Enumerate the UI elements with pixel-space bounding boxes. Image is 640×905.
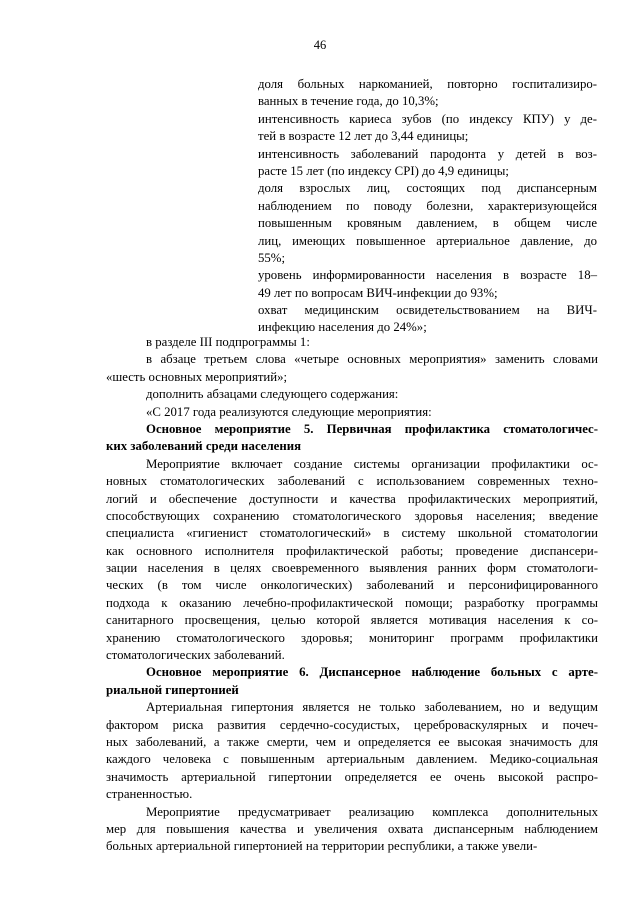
paragraph <box>106 804 598 856</box>
text-line: ных заболеваний, а также смерти, чем и определяется ее высокая значимость для <box>106 734 598 749</box>
paragraph <box>106 351 598 386</box>
list-item <box>258 302 597 337</box>
text-line: в разделе III подпрограммы 1: <box>146 335 310 349</box>
text-line: как основного исполнителя профилактической работы; проведение диспансери- <box>106 543 598 558</box>
text-line: 49 лет по вопросам ВИЧ-инфекции до 93%; <box>258 285 498 300</box>
list-item <box>258 180 597 267</box>
text-line: значимость артериальной гипертонии определяется ее очень высокой распро- <box>106 769 598 784</box>
text-line: Мероприятие предусматривает реализацию комплекса дополнительных <box>146 804 598 819</box>
text-line: каждого человека с повышенным артериальным давлением. Медико-социальная <box>106 752 598 767</box>
text-line: лиц, имеющих повышенное артериальное давление, до <box>258 233 597 248</box>
text-line: Основное мероприятие 6. Диспансерное наблюдение больных с арте- <box>146 665 598 680</box>
text-line: ческих (в том числе онкологических) заболеваний и персонифицированного <box>106 578 598 593</box>
paragraph <box>106 404 598 421</box>
text-line: ванных в течение года, до 10,3%; <box>258 94 439 109</box>
text-line: в абзаце третьем слова «четыре основных мероприятия» заменить словами <box>146 352 598 367</box>
paragraph <box>106 386 598 403</box>
text-line: зации населения в целях своевременного выявления ранних форм стоматологи- <box>106 561 598 576</box>
text-line: «шесть основных мероприятий»; <box>106 369 288 384</box>
text-line: дополнить абзацами следующего содержания: <box>146 387 399 402</box>
text-line: подхода к оказанию лечебно-профилактической помощи; разработку программы <box>106 595 598 610</box>
list-item <box>258 111 597 146</box>
paragraph <box>106 664 598 699</box>
text-line: мер для повышения качества и увеличения охвата диспансерным наблюдением <box>106 821 598 836</box>
text-line: риальной гипертонией <box>106 682 239 697</box>
text-line: больных артериальной гипертонией на территории республики, а также увели- <box>106 839 538 854</box>
text-line: фактором риска развития сердечно-сосудистых, цереброваскулярных и почеч- <box>106 717 598 732</box>
text-line: интенсивность кариеса зубов (по индексу КПУ) у де- <box>258 111 597 126</box>
text-line: стоматологических заболеваний. <box>106 648 285 663</box>
list-item <box>258 267 597 302</box>
text-line: логий и обеспечение доступности и качества профилактических мероприятий, <box>106 491 598 506</box>
text-line: новных стоматологических заболеваний с использованием современных техно- <box>106 474 598 489</box>
text-line: охват медицинским освидетельствованием на ВИЧ- <box>258 303 597 318</box>
text-line: 55%; <box>258 250 286 265</box>
indicator-list <box>258 76 597 337</box>
text-line: специалиста «гигиенист стоматологический» в систему школьной стоматологии <box>106 526 598 541</box>
text-line: доля больных наркоманией, повторно госпитализиро- <box>258 77 597 91</box>
document-body <box>106 334 598 856</box>
text-line: хранению стоматологического здоровья; мониторинг программ профилактики <box>106 630 598 645</box>
paragraph <box>106 699 598 803</box>
text-line: Мероприятие включает создание системы организации профилактики ос- <box>146 456 598 471</box>
text-line: интенсивность заболеваний пародонта у детей в воз- <box>258 146 597 161</box>
text-line: «С 2017 года реализуются следующие мероприятия: <box>146 404 432 419</box>
text-line: наблюдением по поводу болезни, характеризующейся <box>258 198 597 213</box>
paragraph <box>106 421 598 456</box>
list-item <box>258 76 597 111</box>
text-line: санитарного просвещения, целью которой является мотивация населения к со- <box>106 613 598 628</box>
text-line: доля взрослых лиц, состоящих под диспансерным <box>258 181 597 196</box>
text-line: уровень информированности населения в возрасте 18– <box>258 268 597 283</box>
paragraph <box>106 456 598 665</box>
paragraph <box>106 334 598 351</box>
text-line: расте 15 лет (по индексу CPI) до 4,9 единицы; <box>258 163 509 178</box>
text-line: тей в возрасте 12 лет до 3,44 единицы; <box>258 129 469 144</box>
text-line: инфекцию населения до 24%»; <box>258 320 427 335</box>
text-line: повышенным кровяным давлением, в общем числе <box>258 216 597 231</box>
text-line: Основное мероприятие 5. Первичная профилактика стоматологичес- <box>146 421 598 436</box>
list-item <box>258 146 597 181</box>
text-line: страненностью. <box>106 787 193 802</box>
text-line: Артериальная гипертония является не только заболеванием, но и ведущим <box>146 700 598 715</box>
text-line: ких заболеваний среди населения <box>106 439 302 454</box>
text-line: способствующих сохранению стоматологического здоровья населения; введение <box>106 508 598 523</box>
page-number: 46 <box>313 38 327 52</box>
